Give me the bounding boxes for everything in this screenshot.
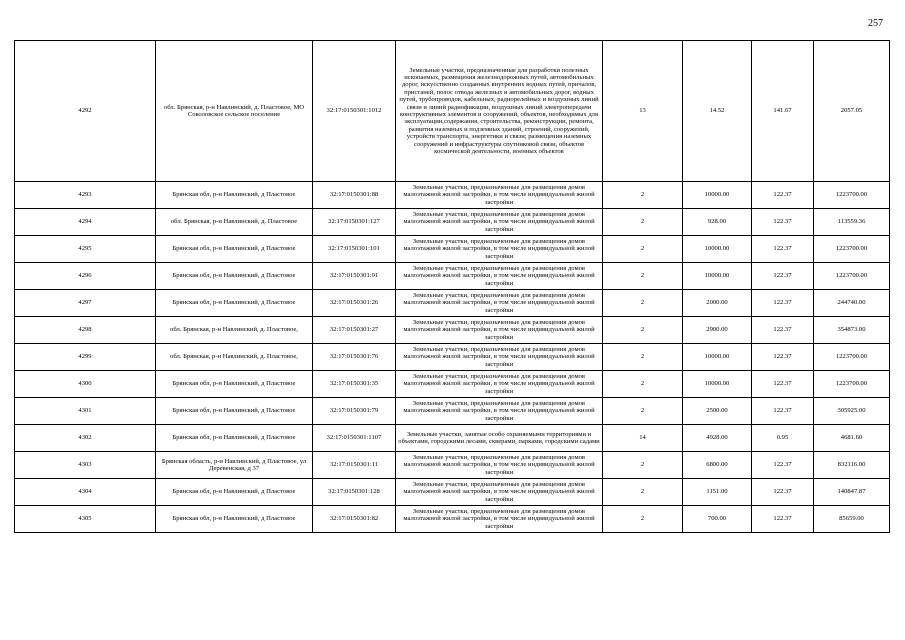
cadastral-number-cell: 32:17:0150301:11 (313, 452, 396, 479)
rate-cell: 122.37 (752, 263, 814, 290)
rate-cell: 0.95 (752, 425, 814, 452)
group-cell: 2 (603, 398, 683, 425)
rate-cell: 122.37 (752, 452, 814, 479)
area-cell: 6800.00 (683, 452, 752, 479)
group-cell: 2 (603, 506, 683, 533)
cadastral-number-cell: 32:17:0150301:1107 (313, 425, 396, 452)
table-row (15, 290, 890, 317)
table-row (15, 317, 890, 344)
rate-cell: 122.37 (752, 506, 814, 533)
value-cell: 113559.36 (814, 209, 890, 236)
group-cell: 2 (603, 263, 683, 290)
address-cell: обл. Брянская, р-н Навлинский, д. Пластовое (156, 209, 313, 236)
area-cell: 10000.00 (683, 263, 752, 290)
group-cell: 2 (603, 236, 683, 263)
address-cell: Брянская обл, р-н Навлинский, д Пластовое (156, 263, 313, 290)
land-use-cell: Земельные участки, предназначенные для разработки полезных ископаемых, размещения железнодорожных путей, автомобильных дорог, искусственно созданных внутренних водных путей, причалов, пристаней, полос отвода железных и автомобильных дорог, водных путей, трубопроводов, кабельных, радиорелейных и воздушных линий связи и линий радиофикации, воздушных линий электропередачи конструктивных элементов и сооружений, объектов, необходимых для эксплуатации,содержания, строительства, реконструкции, ремонта, развития наземных и подземных зданий, строений, сооружений, устройств транспорта, энергетики и связи; размещения наземных сооружений и инфраструктуры спутниковой связи, объектов космической деятельности, военных объектов (396, 41, 603, 182)
address-cell: Брянская обл, р-н Навлинский, д Пластовое (156, 182, 313, 209)
cadastral-number-cell: 32:17:0150301:27 (313, 317, 396, 344)
group-cell: 2 (603, 317, 683, 344)
rate-cell: 122.37 (752, 398, 814, 425)
cadastral-number-cell: 32:17:0150301:82 (313, 506, 396, 533)
value-cell: 305925.00 (814, 398, 890, 425)
address-cell: Брянская обл, р-н Навлинский, д Пластовое (156, 506, 313, 533)
cadastral-number-cell: 32:17:0150301:88 (313, 182, 396, 209)
rate-cell: 122.37 (752, 182, 814, 209)
table-row (15, 425, 890, 452)
land-use-cell: Земельные участки, предназначенные для размещения домов малоэтажной жилой застройки, в том числе индивидуальной жилой застройки (396, 344, 603, 371)
address-cell: обл. Брянская, р-н Навлинский, д. Пластовое, (156, 317, 313, 344)
row-number: 4298 (15, 317, 156, 344)
area-cell: 2000.00 (683, 290, 752, 317)
table-row (15, 479, 890, 506)
land-use-cell: Земельные участки, предназначенные для размещения домов малоэтажной жилой застройки, в том числе индивидуальной жилой застройки (396, 290, 603, 317)
value-cell: 354873.00 (814, 317, 890, 344)
value-cell: 1223700.00 (814, 371, 890, 398)
table-row (15, 263, 890, 290)
land-use-cell: Земельные участки, предназначенные для размещения домов малоэтажной жилой застройки, в том числе индивидуальной жилой застройки (396, 236, 603, 263)
address-cell: обл. Брянская, р-н Навлинский, д. Пластовое, (156, 344, 313, 371)
table-row (15, 452, 890, 479)
area-cell: 2500.00 (683, 398, 752, 425)
value-cell: 1223700.00 (814, 344, 890, 371)
land-use-cell: Земельные участки, предназначенные для размещения домов малоэтажной жилой застройки, в том числе индивидуальной жилой застройки (396, 263, 603, 290)
land-use-cell: Земельные участки, предназначенные для размещения домов малоэтажной жилой застройки, в том числе индивидуальной жилой застройки (396, 398, 603, 425)
group-cell: 2 (603, 290, 683, 317)
row-number: 4303 (15, 452, 156, 479)
land-use-cell: Земельные участки, занятые особо охраняемыми территориями и объектами, городскими лесами, скверами, парками, городскими садами (396, 425, 603, 452)
land-use-cell: Земельные участки, предназначенные для размещения домов малоэтажной жилой застройки, в том числе индивидуальной жилой застройки (396, 452, 603, 479)
land-use-cell: Земельные участки, предназначенные для размещения домов малоэтажной жилой застройки, в том числе индивидуальной жилой застройки (396, 506, 603, 533)
area-cell: 10000.00 (683, 236, 752, 263)
address-cell: Брянская обл, р-н Навлинский, д Пластовое (156, 371, 313, 398)
table-row (15, 344, 890, 371)
table-row (15, 41, 890, 182)
rate-cell: 122.37 (752, 371, 814, 398)
row-number: 4305 (15, 506, 156, 533)
row-number: 4302 (15, 425, 156, 452)
area-cell: 2900.00 (683, 317, 752, 344)
value-cell: 2057.05 (814, 41, 890, 182)
area-cell: 14.52 (683, 41, 752, 182)
land-use-cell: Земельные участки, предназначенные для размещения домов малоэтажной жилой застройки, в том числе индивидуальной жилой застройки (396, 317, 603, 344)
row-number: 4301 (15, 398, 156, 425)
area-cell: 1151.00 (683, 479, 752, 506)
row-number: 4295 (15, 236, 156, 263)
address-cell: Брянская обл, р-н Навлинский, д Пластовое (156, 425, 313, 452)
table-row (15, 209, 890, 236)
row-number: 4296 (15, 263, 156, 290)
rate-cell: 122.37 (752, 290, 814, 317)
row-number: 4300 (15, 371, 156, 398)
rate-cell: 122.37 (752, 344, 814, 371)
address-cell: Брянская область, р-н Навлинский, д Пластовое, ул Деревенская, д 37 (156, 452, 313, 479)
group-cell: 2 (603, 182, 683, 209)
area-cell: 10000.00 (683, 182, 752, 209)
cadastral-number-cell: 32:17:0150301:1012 (313, 41, 396, 182)
table-row (15, 236, 890, 263)
group-cell: 2 (603, 479, 683, 506)
cadastral-number-cell: 32:17:0150301:79 (313, 398, 396, 425)
table-row (15, 371, 890, 398)
land-use-cell: Земельные участки, предназначенные для размещения домов малоэтажной жилой застройки, в том числе индивидуальной жилой застройки (396, 479, 603, 506)
address-cell: Брянская обл, р-н Навлинский, д Пластовое (156, 398, 313, 425)
rate-cell: 122.37 (752, 209, 814, 236)
rate-cell: 141.67 (752, 41, 814, 182)
row-number: 4294 (15, 209, 156, 236)
address-cell: Брянская обл, р-н Навлинский, д Пластовое (156, 479, 313, 506)
cadastral-value-table (14, 40, 890, 533)
cadastral-number-cell: 32:17:0150301:127 (313, 209, 396, 236)
table-body (15, 41, 890, 533)
value-cell: 140847.87 (814, 479, 890, 506)
group-cell: 14 (603, 425, 683, 452)
value-cell: 4681.60 (814, 425, 890, 452)
group-cell: 2 (603, 371, 683, 398)
value-cell: 832116.00 (814, 452, 890, 479)
cadastral-number-cell: 32:17:0150301:35 (313, 371, 396, 398)
row-number: 4292 (15, 41, 156, 182)
value-cell: 1223700.00 (814, 182, 890, 209)
area-cell: 10000.00 (683, 344, 752, 371)
area-cell: 10000.00 (683, 371, 752, 398)
cadastral-number-cell: 32:17:0150301:101 (313, 236, 396, 263)
cadastral-number-cell: 32:17:0150301:26 (313, 290, 396, 317)
table-row (15, 182, 890, 209)
value-cell: 85659.00 (814, 506, 890, 533)
area-cell: 928.00 (683, 209, 752, 236)
land-use-cell: Земельные участки, предназначенные для размещения домов малоэтажной жилой застройки, в том числе индивидуальной жилой застройки (396, 371, 603, 398)
address-cell: обл. Брянская, р-н Навлинский, д. Пластовое, МО Соколовское сельское поселение (156, 41, 313, 182)
group-cell: 13 (603, 41, 683, 182)
address-cell: Брянская обл, р-н Навлинский, д Пластовое (156, 290, 313, 317)
cadastral-number-cell: 32:17:0150301:76 (313, 344, 396, 371)
value-cell: 244740.00 (814, 290, 890, 317)
table-row (15, 398, 890, 425)
row-number: 4304 (15, 479, 156, 506)
cadastral-number-cell: 32:17:0150301:91 (313, 263, 396, 290)
group-cell: 2 (603, 209, 683, 236)
land-use-cell: Земельные участки, предназначенные для размещения домов малоэтажной жилой застройки, в том числе индивидуальной жилой застройки (396, 182, 603, 209)
area-cell: 4928.00 (683, 425, 752, 452)
rate-cell: 122.37 (752, 479, 814, 506)
rate-cell: 122.37 (752, 317, 814, 344)
land-use-cell: Земельные участки, предназначенные для размещения домов малоэтажной жилой застройки, в том числе индивидуальной жилой застройки (396, 209, 603, 236)
value-cell: 1223700.00 (814, 263, 890, 290)
page-number: 257 (868, 18, 883, 29)
table-row (15, 506, 890, 533)
row-number: 4297 (15, 290, 156, 317)
row-number: 4299 (15, 344, 156, 371)
address-cell: Брянская обл, р-н Навлинский, д Пластовое (156, 236, 313, 263)
group-cell: 2 (603, 344, 683, 371)
area-cell: 700.00 (683, 506, 752, 533)
row-number: 4293 (15, 182, 156, 209)
cadastral-number-cell: 32:17:0150301:128 (313, 479, 396, 506)
group-cell: 2 (603, 452, 683, 479)
value-cell: 1223700.00 (814, 236, 890, 263)
rate-cell: 122.37 (752, 236, 814, 263)
